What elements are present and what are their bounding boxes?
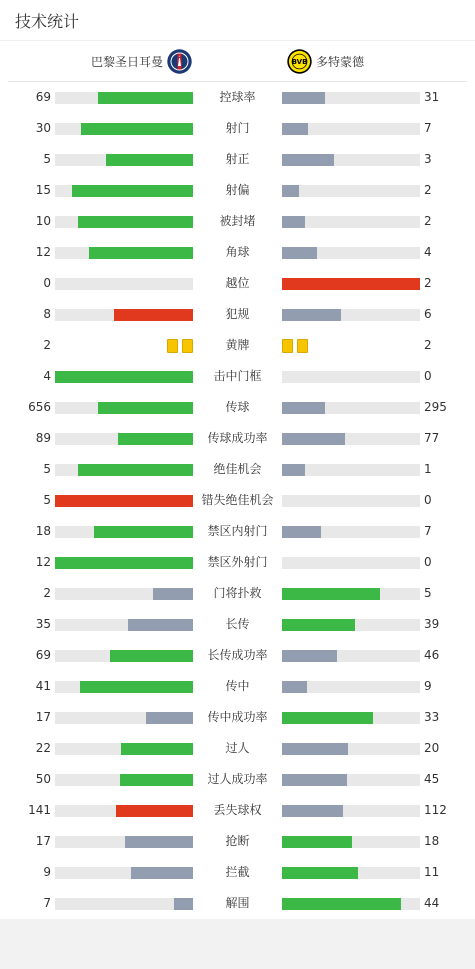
home-stat-bar-fill (72, 185, 193, 197)
stat-label: 击中门框 (213, 369, 262, 383)
stat-row (0, 609, 475, 640)
stat-row (0, 671, 475, 702)
away-stat-bar (282, 247, 420, 259)
away-stat-bar (282, 526, 420, 538)
stat-row (0, 857, 475, 888)
home-stat-value: 5 (43, 462, 51, 476)
home-stat-bar-fill (55, 371, 193, 383)
home-stat-value: 4 (43, 369, 51, 383)
stat-label: 射正 (225, 152, 250, 166)
home-stat-value: 141 (28, 803, 51, 817)
away-stat-value: 45 (424, 772, 440, 786)
home-stat-value: 8 (43, 307, 51, 321)
home-stat-value: 17 (35, 710, 51, 724)
home-stat-bar (55, 433, 193, 445)
away-stat-value: 7 (424, 121, 432, 135)
home-stat-bar-fill (81, 123, 193, 135)
yellow-card-icon (182, 339, 193, 353)
home-stat-bar-fill (78, 464, 193, 476)
home-stat-bar-fill (94, 526, 193, 538)
home-stat-bar (55, 402, 193, 414)
page-title: 技术统计 (15, 11, 80, 31)
home-stat-bar (55, 92, 193, 104)
stat-row (0, 82, 475, 113)
away-stat-bar-fill (282, 836, 352, 848)
stat-label: 过人成功率 (207, 772, 268, 786)
away-stat-bar-fill (282, 805, 343, 817)
away-stat-bar (282, 712, 420, 724)
away-stat-value: 1 (424, 462, 432, 476)
away-stat-bar-fill (282, 743, 348, 755)
home-stat-bar (55, 588, 193, 600)
stat-row (0, 454, 475, 485)
home-stat-value: 5 (43, 152, 51, 166)
away-stat-bar (282, 650, 420, 662)
away-stat-bar-fill (282, 650, 337, 662)
home-stat-bar-fill (78, 216, 193, 228)
stat-row (0, 764, 475, 795)
away-stat-bar-fill (282, 154, 334, 166)
home-stat-value: 69 (35, 648, 51, 662)
away-stat-value: 11 (424, 865, 440, 879)
stat-row (0, 547, 475, 578)
away-stat-bar (282, 805, 420, 817)
home-stat-bar (55, 495, 193, 507)
stat-label: 长传 (225, 617, 250, 631)
home-stat-bar (55, 805, 193, 817)
stat-label: 传中 (225, 679, 250, 693)
stat-row (0, 888, 475, 919)
away-stat-bar-fill (282, 278, 420, 290)
stat-label: 传球 (225, 400, 250, 414)
away-stat-value: 44 (424, 896, 440, 910)
away-stat-bar-fill (282, 309, 341, 321)
away-stat-value: 4 (424, 245, 432, 259)
home-stat-value: 50 (35, 772, 51, 786)
home-stat-value: 12 (35, 245, 51, 259)
stat-label: 射门 (225, 121, 250, 135)
away-stat-value: 9 (424, 679, 432, 693)
away-stat-value: 39 (424, 617, 440, 631)
away-stat-bar-fill (282, 588, 380, 600)
home-stat-value: 30 (35, 121, 51, 135)
home-yellow-cards (167, 339, 193, 353)
away-stat-bar-fill (282, 185, 299, 197)
away-stat-bar (282, 464, 420, 476)
home-stat-bar-fill (116, 805, 193, 817)
stat-row (0, 795, 475, 826)
stat-row (0, 578, 475, 609)
teams-header (8, 41, 467, 82)
away-stat-bar (282, 216, 420, 228)
away-stat-value: 5 (424, 586, 432, 600)
stat-label: 角球 (225, 245, 250, 259)
away-stat-value: 2 (424, 338, 432, 352)
away-stat-bar-fill (282, 216, 305, 228)
home-stat-bar (55, 154, 193, 166)
home-stat-bar-fill (174, 898, 193, 910)
away-stat-bar (282, 402, 420, 414)
psg-crest-icon (167, 49, 192, 74)
home-stat-bar (55, 247, 193, 259)
stat-row (0, 237, 475, 268)
stat-label: 黄牌 (225, 338, 250, 352)
away-stat-bar (282, 371, 420, 383)
away-team[interactable] (287, 49, 364, 74)
away-stat-bar-fill (282, 92, 325, 104)
away-stat-bar-fill (282, 123, 308, 135)
home-stat-bar (55, 619, 193, 631)
home-stat-bar (55, 309, 193, 321)
stat-row (0, 640, 475, 671)
away-stat-bar-fill (282, 402, 325, 414)
away-stat-bar (282, 743, 420, 755)
away-stat-bar (282, 867, 420, 879)
home-stat-bar-fill (55, 495, 193, 507)
home-stat-bar-fill (110, 650, 193, 662)
away-stat-value: 0 (424, 493, 432, 507)
away-stat-bar-fill (282, 464, 305, 476)
stat-label: 射偏 (225, 183, 250, 197)
stat-row (0, 516, 475, 547)
home-stat-bar (55, 464, 193, 476)
stat-label: 犯规 (225, 307, 250, 321)
away-stat-bar (282, 309, 420, 321)
stat-row (0, 702, 475, 733)
away-stat-bar-fill (282, 526, 321, 538)
away-yellow-cards (282, 339, 308, 353)
home-stat-bar (55, 774, 193, 786)
yellow-card-icon (282, 339, 293, 353)
stat-row (0, 299, 475, 330)
home-stat-bar-fill (120, 774, 193, 786)
home-stat-value: 656 (28, 400, 51, 414)
home-stat-bar (55, 743, 193, 755)
stat-row (0, 113, 475, 144)
stat-row (0, 485, 475, 516)
away-stat-bar (282, 898, 420, 910)
home-stat-bar (55, 650, 193, 662)
stat-row (0, 392, 475, 423)
yellow-card-icon (167, 339, 178, 353)
stat-label: 过人 (225, 741, 250, 755)
home-stat-bar-fill (98, 402, 193, 414)
away-stat-value: 2 (424, 214, 432, 228)
home-stat-bar (55, 712, 193, 724)
home-stat-bar-fill (118, 433, 193, 445)
away-stat-bar (282, 92, 420, 104)
away-stat-bar (282, 619, 420, 631)
stat-label: 绝佳机会 (213, 462, 262, 476)
away-stat-bar-fill (282, 774, 347, 786)
away-stat-value: 46 (424, 648, 440, 662)
stat-label: 禁区内射门 (207, 524, 268, 538)
home-stat-bar-fill (55, 557, 193, 569)
away-stat-value: 33 (424, 710, 440, 724)
svg-text:BVB: BVB (291, 58, 308, 67)
away-stat-bar (282, 588, 420, 600)
stat-row (0, 144, 475, 175)
away-stat-value: 31 (424, 90, 440, 104)
stat-label: 拦截 (225, 865, 250, 879)
stat-row (0, 423, 475, 454)
home-stat-bar (55, 526, 193, 538)
away-stat-value: 112 (424, 803, 447, 817)
home-stat-bar (55, 867, 193, 879)
home-stat-value: 2 (43, 586, 51, 600)
stat-label: 丢失球权 (213, 803, 262, 817)
home-stat-bar-fill (131, 867, 193, 879)
home-stat-value: 7 (43, 896, 51, 910)
away-stat-value: 0 (424, 369, 432, 383)
away-stat-bar (282, 278, 420, 290)
away-stat-bar-fill (282, 898, 401, 910)
away-stat-value: 0 (424, 555, 432, 569)
home-stat-value: 12 (35, 555, 51, 569)
stat-row (0, 330, 475, 361)
home-team[interactable] (91, 49, 192, 74)
home-stat-bar (55, 681, 193, 693)
home-stat-value: 5 (43, 493, 51, 507)
home-stat-bar (55, 371, 193, 383)
home-stat-value: 2 (43, 338, 51, 352)
home-stat-bar (55, 557, 193, 569)
home-stat-value: 69 (35, 90, 51, 104)
away-team-name: 多特蒙德 (316, 55, 365, 69)
stat-label: 传中成功率 (207, 710, 268, 724)
away-stat-value: 7 (424, 524, 432, 538)
away-stat-value: 295 (424, 400, 447, 414)
home-stat-bar-fill (128, 619, 193, 631)
away-stat-value: 2 (424, 276, 432, 290)
away-stat-bar (282, 495, 420, 507)
away-stat-value: 3 (424, 152, 432, 166)
away-stat-bar-fill (282, 247, 317, 259)
home-stat-bar-fill (125, 836, 193, 848)
home-stat-bar (55, 898, 193, 910)
stat-label: 被封堵 (219, 214, 256, 228)
home-stat-bar-fill (153, 588, 193, 600)
away-stat-value: 6 (424, 307, 432, 321)
home-stat-value: 18 (35, 524, 51, 538)
home-stat-value: 41 (35, 679, 51, 693)
away-stat-bar (282, 681, 420, 693)
stat-label: 抢断 (225, 834, 250, 848)
stat-label: 解围 (225, 896, 250, 910)
stat-label: 禁区外射门 (207, 555, 268, 569)
home-stat-value: 9 (43, 865, 51, 879)
away-stat-value: 18 (424, 834, 440, 848)
home-stat-bar (55, 216, 193, 228)
home-stat-bar-fill (114, 309, 193, 321)
stat-label: 错失绝佳机会 (201, 493, 274, 507)
stat-row (0, 361, 475, 392)
home-stat-bar-fill (89, 247, 193, 259)
home-stat-bar-fill (106, 154, 193, 166)
home-stat-value: 22 (35, 741, 51, 755)
home-stat-bar-fill (98, 92, 193, 104)
home-stat-value: 89 (35, 431, 51, 445)
home-stat-value: 35 (35, 617, 51, 631)
home-stat-bar-fill (80, 681, 193, 693)
stat-label: 传球成功率 (207, 431, 268, 445)
away-stat-bar (282, 123, 420, 135)
home-stat-value: 15 (35, 183, 51, 197)
away-stat-bar-fill (282, 433, 345, 445)
home-stat-bar (55, 185, 193, 197)
stat-label: 控球率 (219, 90, 256, 104)
stat-row (0, 175, 475, 206)
home-team-name: 巴黎圣日耳曼 (90, 55, 163, 69)
away-stat-bar (282, 154, 420, 166)
away-stat-bar-fill (282, 867, 358, 879)
yellow-card-icon (297, 339, 308, 353)
away-stat-value: 20 (424, 741, 440, 755)
home-stat-bar-fill (146, 712, 193, 724)
stat-row (0, 268, 475, 299)
header (0, 0, 475, 41)
stat-label: 长传成功率 (207, 648, 268, 662)
home-stat-bar (55, 836, 193, 848)
away-stat-bar-fill (282, 619, 355, 631)
away-stat-bar-fill (282, 712, 373, 724)
stat-row (0, 206, 475, 237)
away-stat-value: 2 (424, 183, 432, 197)
bvb-crest-icon (287, 49, 312, 74)
home-stat-value: 17 (35, 834, 51, 848)
home-stat-bar (55, 123, 193, 135)
stat-row (0, 733, 475, 764)
stat-label: 门将扑救 (213, 586, 262, 600)
away-stat-bar (282, 433, 420, 445)
stat-row (0, 826, 475, 857)
home-stat-value: 0 (43, 276, 51, 290)
away-stat-value: 77 (424, 431, 440, 445)
home-stat-value: 10 (35, 214, 51, 228)
away-stat-bar-fill (282, 681, 307, 693)
away-stat-bar (282, 774, 420, 786)
away-stat-bar (282, 836, 420, 848)
home-stat-bar (55, 278, 193, 290)
away-stat-bar (282, 185, 420, 197)
home-stat-bar-fill (121, 743, 193, 755)
away-stat-bar (282, 557, 420, 569)
stat-label: 越位 (225, 276, 250, 290)
